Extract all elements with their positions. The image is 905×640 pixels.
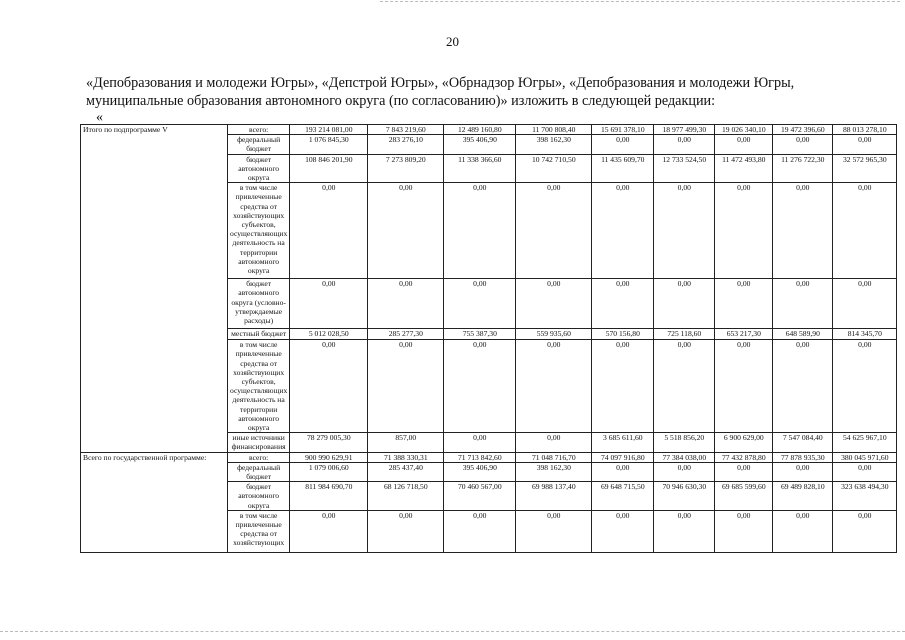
amount-cell: 0,00 xyxy=(592,340,654,433)
amount-cell: 54 625 967,10 xyxy=(833,433,897,452)
amount-cell: 193 214 081,00 xyxy=(290,125,368,135)
heading-line-2: муниципальные образования автономного округа (по согласованию)» изложить в следующей редакции: xyxy=(86,93,716,109)
amount-cell: 814 345,70 xyxy=(833,329,897,340)
amount-cell: 70 946 630,30 xyxy=(654,482,715,511)
amount-cell: 570 156,80 xyxy=(592,329,654,340)
amount-cell: 0,00 xyxy=(516,279,592,329)
amount-cell: 285 437,40 xyxy=(368,462,444,481)
amount-cell: 70 460 567,00 xyxy=(444,482,516,511)
amount-cell: 0,00 xyxy=(290,279,368,329)
amount-cell: 0,00 xyxy=(773,279,833,329)
amount-cell: 69 988 137,40 xyxy=(516,482,592,511)
amount-cell: 1 079 006,60 xyxy=(290,462,368,481)
budget-source-label: бюджет автономного округа xyxy=(228,482,290,511)
amount-cell: 398 162,30 xyxy=(516,135,592,154)
amount-cell: 15 691 378,10 xyxy=(592,125,654,135)
amount-cell: 0,00 xyxy=(715,279,773,329)
amount-cell: 0,00 xyxy=(444,433,516,452)
amount-cell: 0,00 xyxy=(773,510,833,552)
amount-cell: 11 338 366,60 xyxy=(444,154,516,183)
amount-cell: 69 648 715,50 xyxy=(592,482,654,511)
opening-quote-mark: « xyxy=(96,110,103,125)
amount-cell: 69 489 828,10 xyxy=(773,482,833,511)
amount-cell: 0,00 xyxy=(715,510,773,552)
amount-cell: 0,00 xyxy=(715,135,773,154)
amount-cell: 0,00 xyxy=(654,340,715,433)
table-row xyxy=(81,452,897,462)
page-number: 20 xyxy=(446,34,459,49)
budget-source-label: в том числе привлеченные средства от хозяйствующих xyxy=(228,510,290,552)
amount-cell: 74 097 916,80 xyxy=(592,452,654,462)
amount-cell: 19 472 396,60 xyxy=(773,125,833,135)
amount-cell: 78 279 005,30 xyxy=(290,433,368,452)
row-group-label: Всего по государственной программе: xyxy=(81,452,228,552)
table-row xyxy=(81,125,897,135)
amount-cell: 653 217,30 xyxy=(715,329,773,340)
amount-cell: 0,00 xyxy=(833,340,897,433)
amount-cell: 11 472 493,80 xyxy=(715,154,773,183)
amount-cell: 0,00 xyxy=(444,279,516,329)
amount-cell: 0,00 xyxy=(833,183,897,279)
amount-cell: 0,00 xyxy=(290,340,368,433)
amount-cell: 77 878 935,30 xyxy=(773,452,833,462)
amount-cell: 0,00 xyxy=(833,279,897,329)
budget-source-label: федеральный бюджет xyxy=(228,462,290,481)
amount-cell: 0,00 xyxy=(368,510,444,552)
amount-cell: 0,00 xyxy=(833,462,897,481)
amount-cell: 648 589,90 xyxy=(773,329,833,340)
amount-cell: 69 685 599,60 xyxy=(715,482,773,511)
amount-cell: 0,00 xyxy=(516,340,592,433)
amount-cell: 5 012 028,50 xyxy=(290,329,368,340)
amount-cell: 32 572 965,30 xyxy=(833,154,897,183)
amount-cell: 0,00 xyxy=(368,340,444,433)
budget-table xyxy=(80,124,897,553)
amount-cell: 0,00 xyxy=(592,510,654,552)
budget-source-label: федеральный бюджет xyxy=(228,135,290,154)
document-heading xyxy=(86,74,886,110)
amount-cell: 1 076 845,30 xyxy=(290,135,368,154)
amount-cell: 0,00 xyxy=(773,462,833,481)
scan-edge-bottom xyxy=(0,631,905,632)
budget-source-label: всего: xyxy=(228,125,290,135)
amount-cell: 0,00 xyxy=(715,462,773,481)
amount-cell: 0,00 xyxy=(592,183,654,279)
amount-cell: 0,00 xyxy=(833,510,897,552)
amount-cell: 0,00 xyxy=(516,510,592,552)
amount-cell: 18 977 499,30 xyxy=(654,125,715,135)
amount-cell: 285 277,30 xyxy=(368,329,444,340)
amount-cell: 108 846 201,90 xyxy=(290,154,368,183)
amount-cell: 0,00 xyxy=(773,135,833,154)
budget-table-body xyxy=(81,125,897,553)
amount-cell: 3 685 611,60 xyxy=(592,433,654,452)
amount-cell: 7 547 084,40 xyxy=(773,433,833,452)
amount-cell: 0,00 xyxy=(654,135,715,154)
amount-cell: 12 489 160,80 xyxy=(444,125,516,135)
amount-cell: 283 276,10 xyxy=(368,135,444,154)
amount-cell: 71 713 842,60 xyxy=(444,452,516,462)
amount-cell: 0,00 xyxy=(444,183,516,279)
amount-cell: 6 900 629,00 xyxy=(715,433,773,452)
heading-line-1: «Депобразования и молодежи Югры», «Депстрой Югры», «Обрнадзор Югры», «Депобразования и молодежи Югры, xyxy=(86,75,795,91)
amount-cell: 0,00 xyxy=(290,183,368,279)
amount-cell: 88 013 278,10 xyxy=(833,125,897,135)
scan-edge-top xyxy=(380,1,900,2)
amount-cell: 12 733 524,50 xyxy=(654,154,715,183)
amount-cell: 68 126 718,50 xyxy=(368,482,444,511)
amount-cell: 0,00 xyxy=(516,433,592,452)
amount-cell: 0,00 xyxy=(654,183,715,279)
amount-cell: 857,00 xyxy=(368,433,444,452)
amount-cell: 0,00 xyxy=(592,462,654,481)
amount-cell: 0,00 xyxy=(444,510,516,552)
amount-cell: 323 638 494,30 xyxy=(833,482,897,511)
amount-cell: 0,00 xyxy=(444,340,516,433)
amount-cell: 0,00 xyxy=(715,340,773,433)
amount-cell: 398 162,30 xyxy=(516,462,592,481)
amount-cell: 0,00 xyxy=(654,510,715,552)
amount-cell: 811 984 690,70 xyxy=(290,482,368,511)
amount-cell: 900 990 629,91 xyxy=(290,452,368,462)
amount-cell: 380 045 971,60 xyxy=(833,452,897,462)
amount-cell: 0,00 xyxy=(368,279,444,329)
amount-cell: 5 518 856,20 xyxy=(654,433,715,452)
amount-cell: 0,00 xyxy=(773,340,833,433)
amount-cell: 7 273 809,20 xyxy=(368,154,444,183)
amount-cell: 395 406,90 xyxy=(444,462,516,481)
amount-cell: 11 435 609,70 xyxy=(592,154,654,183)
amount-cell: 755 387,30 xyxy=(444,329,516,340)
amount-cell: 0,00 xyxy=(833,135,897,154)
budget-source-label: в том числе привлеченные средства от хозяйствующих субъектов, осуществляющих деятельность на территории автономного округа xyxy=(228,183,290,279)
amount-cell: 0,00 xyxy=(715,183,773,279)
amount-cell: 0,00 xyxy=(516,183,592,279)
budget-source-label: бюджет автономного округа xyxy=(228,154,290,183)
amount-cell: 77 384 038,00 xyxy=(654,452,715,462)
amount-cell: 0,00 xyxy=(290,510,368,552)
budget-source-label: бюджет автономного округа (условно-утверждаемые расходы) xyxy=(228,279,290,329)
amount-cell: 11 700 808,40 xyxy=(516,125,592,135)
amount-cell: 395 406,90 xyxy=(444,135,516,154)
amount-cell: 0,00 xyxy=(368,183,444,279)
amount-cell: 559 935,60 xyxy=(516,329,592,340)
budget-source-label: в том числе привлеченные средства от хозяйствующих субъектов, осуществляющих деятельность на территории автономного округа xyxy=(228,340,290,433)
amount-cell: 77 432 878,80 xyxy=(715,452,773,462)
amount-cell: 0,00 xyxy=(654,462,715,481)
budget-source-label: иные источники финансирования xyxy=(228,433,290,452)
amount-cell: 71 048 716,70 xyxy=(516,452,592,462)
row-group-label: Итого по подпрограмме V xyxy=(81,125,228,453)
amount-cell: 19 026 340,10 xyxy=(715,125,773,135)
amount-cell: 0,00 xyxy=(592,279,654,329)
amount-cell: 7 843 219,60 xyxy=(368,125,444,135)
amount-cell: 0,00 xyxy=(592,135,654,154)
amount-cell: 71 388 330,31 xyxy=(368,452,444,462)
amount-cell: 0,00 xyxy=(773,183,833,279)
budget-source-label: всего: xyxy=(228,452,290,462)
amount-cell: 10 742 710,50 xyxy=(516,154,592,183)
amount-cell: 11 276 722,30 xyxy=(773,154,833,183)
amount-cell: 725 118,60 xyxy=(654,329,715,340)
amount-cell: 0,00 xyxy=(654,279,715,329)
budget-source-label: местный бюджет xyxy=(228,329,290,340)
